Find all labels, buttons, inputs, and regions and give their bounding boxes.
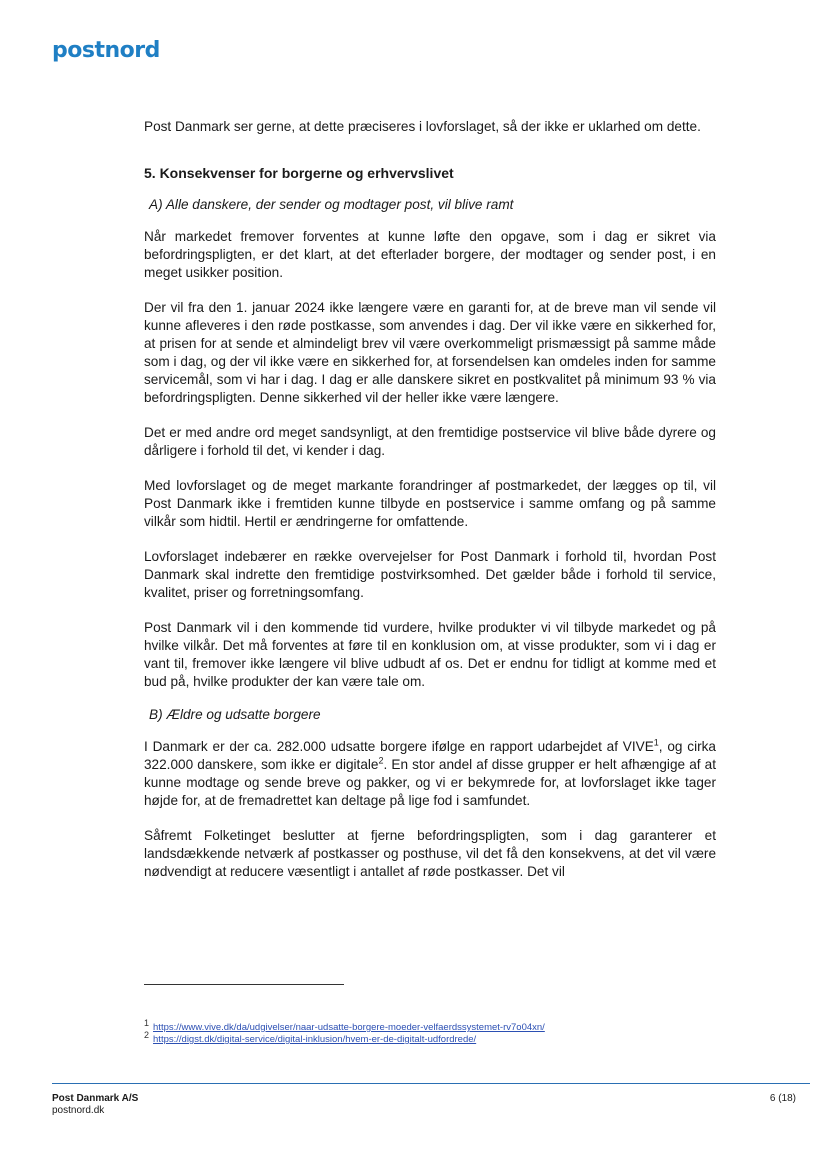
footnote-number: 1: [144, 1017, 150, 1028]
footer-website: postnord.dk: [52, 1105, 105, 1116]
paragraph: Det er med andre ord meget sandsynligt, at den fremtidige postservice vil blive både dyrere og dårligere i forhold til det, vi kender i dag.: [144, 425, 716, 458]
footnote-ref-2[interactable]: 2: [378, 755, 384, 766]
document-body: [144, 118, 716, 898]
footnotes: [144, 1017, 545, 1046]
footnote-link[interactable]: https://www.vive.dk/da/udgivelser/naar-udsatte-borgere-moeder-velfaerdssystemet-rv7o04xn/: [153, 1022, 545, 1033]
page-number: 6 (18): [769, 1093, 796, 1104]
paragraph: Post Danmark vil i den kommende tid vurdere, hvilke produkter vi vil tilbyde markedet og på hvilke vilkår. Det må forventes at føre til en konklusion om, at visse produkter, som vi i dag er vant til, fremover ikke længere vil blive udbudt af os. Det er endnu for tidligt at komme med et bud på, hvilke produkter der kan være tale om.: [144, 620, 716, 689]
paragraph: Med lovforslaget og de meget markante forandringer af postmarkedet, der lægges op til, vil Post Danmark ikke i fremtiden kunne tilbyde en postservice i samme omfang og på samme vilkår som hidtil. Hertil er ændringerne for omfattende.: [144, 478, 716, 529]
footnote-2: [144, 1029, 545, 1046]
footnote-divider: [144, 984, 344, 985]
footer: [52, 1093, 138, 1117]
paragraph-text: , og cirka 322.000 danskere, som ikke er digitale: [144, 739, 716, 772]
paragraph: Såfremt Folketinget beslutter at fjerne befordringspligten, som i dag garanterer et landsdækkende netværk af postkasser og posthuse, vil det få den konsekvens, at det vil være nødvendigt at reducere væsentligt i antallet af røde postkasser. Det vil: [144, 828, 716, 879]
footnote-number: 2: [144, 1029, 150, 1040]
subsection-heading-b: B) Ældre og udsatte borgere: [149, 707, 321, 722]
paragraph-text: . En stor andel af disse grupper er helt afhængige af at kunne modtage og sende breve og pakker, og vi er bekymrede for, at lovforslaget ikke tager højde for, at de fremadrettet kan deltage på lige fod i samfundet.: [144, 757, 716, 808]
footer-company: Post Danmark A/S: [52, 1093, 139, 1104]
paragraph: Post Danmark ser gerne, at dette præciseres i lovforslaget, så der ikke er uklarhed om dette.: [144, 119, 701, 134]
footnote-1: [144, 1017, 545, 1034]
paragraph: Der vil fra den 1. januar 2024 ikke længere være en garanti for, at de breve man vil sende vil kunne afleveres i den røde postkasse, som anvendes i dag. Der vil ikke være en sikkerhed for, at prisen for at sende et almindeligt brev vil være overkommeligt prismæssigt på samme måde som i dag, og der vil ikke være en sikkerhed for, at forsendelsen kan omdeles inden for samme servicemål, som vi har i dag. I dag er alle danskere sikret en postkvalitet på minimum 93 % via befordringspligten. Denne sikkerhed vil der heller ikke være længere.: [144, 300, 716, 405]
subsection-heading-a: A) Alle danskere, der sender og modtager post, vil blive ramt: [149, 197, 514, 212]
footer-divider: [52, 1083, 810, 1084]
postnord-logo: postnord: [52, 38, 160, 63]
footnote-ref-1[interactable]: 1: [653, 737, 659, 748]
paragraph-text: I Danmark er der ca. 282.000 udsatte borgere ifølge en rapport udarbejdet af VIVE: [144, 739, 654, 754]
footnote-link[interactable]: https://digst.dk/digital-service/digital-inklusion/hvem-er-de-digitalt-udfordrede/: [153, 1034, 477, 1045]
paragraph: [144, 738, 716, 810]
paragraph: Når markedet fremover forventes at kunne løfte den opgave, som i dag er sikret via befordringspligten, er det klart, at det efterlader borgere, der modtager og sender post, i en meget usikker position.: [144, 229, 716, 280]
paragraph: Lovforslaget indebærer en række overvejelser for Post Danmark i forhold til, hvordan Post Danmark skal indrette den fremtidige postvirksomhed. Det gælder både i forhold til service, kvalitet, priser og forretningsomfang.: [144, 549, 716, 600]
section-heading: 5. Konsekvenser for borgerne og erhvervslivet: [144, 165, 454, 181]
